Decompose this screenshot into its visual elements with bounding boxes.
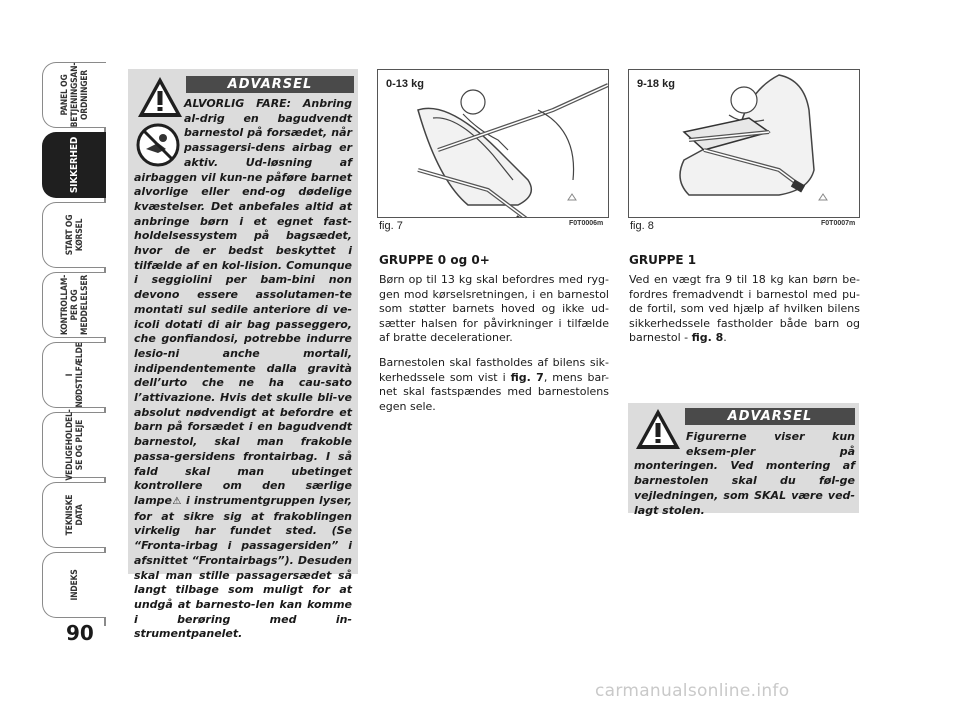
group-0-paragraph-2: [379, 356, 609, 414]
text-segment: , mens bar-net skal fastspændes med barnestolens egen sele.: [379, 370, 609, 413]
tab-kontrollamper-og-meddelelser[interactable]: [42, 272, 106, 338]
tab-label: INDEKS: [69, 569, 80, 601]
warning-title: ADVARSEL: [186, 76, 354, 93]
group-1-heading: GRUPPE 1: [629, 253, 697, 267]
figure-caption: fig. 7: [379, 220, 403, 232]
text-segment: .: [723, 331, 727, 345]
tab-label: SIKKERHED: [68, 136, 80, 194]
tab-label: PANEL OG BETJENINGSAN- ORDNINGER: [59, 62, 90, 128]
warning-text: [634, 430, 855, 518]
forward-facing-child-seat-illustration: [629, 70, 859, 217]
text-segment: Ved en vægt fra 9 til 18 kg kan børn be-fordres fremadvendt i barnestol med pu-de fortil, som ved hjælp af hvilken bilens sikkerhedssele fastholder både barn og barnestol -: [629, 273, 860, 345]
page-number: 90: [66, 621, 94, 645]
figure-7-rear-facing-seat: [377, 69, 609, 218]
tab-label: KONTROLLAM- PER OG MEDDELELSER: [59, 274, 90, 336]
tab-start-og-korsel[interactable]: [42, 202, 106, 268]
tab-sikkerhed[interactable]: [42, 132, 106, 198]
watermark: carmanualsonline.info: [595, 681, 790, 701]
text-segment: Barnestolen skal fastholdes af bilens sik-kerhedssele som vist i: [379, 356, 609, 384]
figure-weight-label: 9-18 kg: [637, 78, 675, 90]
warning-text-part1: ALVORLIG FARE: Anbring al-drig en bagudvendt barnestol på forsædet, når passagersi-dens airbag er aktiv. Ud-løsning af airbaggen vil kun-ne påføre barnet alvorlige eller end-og dødelige kvæstelser. Det anbefales altid at anbringe børn i et egnet fast-holdelsessystem på bagsædet, hvor de er bedst beskyttet i tilfælde af en kol-lision. Comunque i seggiolini per bam-bini non devono essere assolutamen-te montati sul sedile anteriore di ve-icoli dotati di air bag passeggero, che gonfiandosi, potrebbe indurre lesio-ni anche mortali, indipendentemente dalla gravità dell’urto che ne ha cau-sato l’attivazione. Hvis det skulle bli-ve absolut nødvendigt at befordre et barn på forsædet i en bagudvendt barnestol, skal man frakoble passa-gersidens frontairbag. I så fald skal man ubetinget kontrollere om den særlige lampe: [134, 97, 352, 507]
tab-vedligeholdelse-og-pleje[interactable]: [42, 409, 106, 481]
warning-text-part2: i instrumentgruppen lyser, for at sikre sig at frakoblingen virkelig har fundet sted. (Se “Fronta-irbag i passagersiden” i afsnittet “Frontairbags”). Desuden skal man stille passagersædet så langt tilbage som muligt for at undgå at barnesto-len kan komme i berøring med in-strumentpanelet.: [134, 493, 352, 641]
tab-label: VEDLIGEHOLDEL- SE OG PLEJE: [64, 409, 85, 481]
figure-weight-label: 0-13 kg: [386, 78, 424, 90]
warning-box-airbag: [128, 69, 358, 641]
tab-label: TEKNISKE DATA: [64, 494, 85, 536]
group-0-paragraph-1: Børn op til 13 kg skal befordres med ryg-gen mod kørselsretningen, i en barnestol som støtter barnets hoved og ikke ud-sætter halsen for påvirkninger i tilfælde af bratte decelerationer.: [379, 273, 609, 345]
warning-box-figures: [628, 403, 859, 517]
warning-title: ADVARSEL: [685, 408, 855, 425]
warning-text-body: Figurerne viser kun eksem-pler på monteringen. Ved montering af barnestolen skal du føl-ge vejledningen, som SKAL være ved-lagt stolen.: [634, 430, 855, 517]
figure-reference: fig. 7: [510, 370, 544, 384]
tab-label: I NØDSTILFÆLDE: [64, 342, 85, 408]
tab-indeks[interactable]: [42, 552, 106, 618]
text-wrap-spacer: [134, 97, 184, 169]
figure-code: F0T0006m: [569, 220, 604, 227]
tab-label: START OG KØRSEL: [64, 214, 85, 256]
group-1-paragraph: [629, 273, 860, 346]
tab-tekniske-data[interactable]: [42, 482, 106, 548]
text-wrap-spacer: [634, 430, 686, 458]
figure-reference: fig. 8: [691, 331, 724, 345]
group-0-heading: GRUPPE 0 og 0+: [379, 253, 490, 267]
figure-code: F0T0007m: [821, 220, 856, 227]
figure-8-forward-facing-seat: [628, 69, 860, 218]
airbag-off-lamp-icon: ⚠: [172, 495, 182, 507]
tab-i-nodstilfaelde[interactable]: [42, 342, 106, 408]
figure-caption: fig. 8: [630, 220, 654, 232]
rear-facing-child-seat-illustration: [378, 70, 608, 217]
warning-text: [134, 97, 352, 642]
tab-panel-og-betjeningsanordninger[interactable]: [42, 62, 106, 128]
